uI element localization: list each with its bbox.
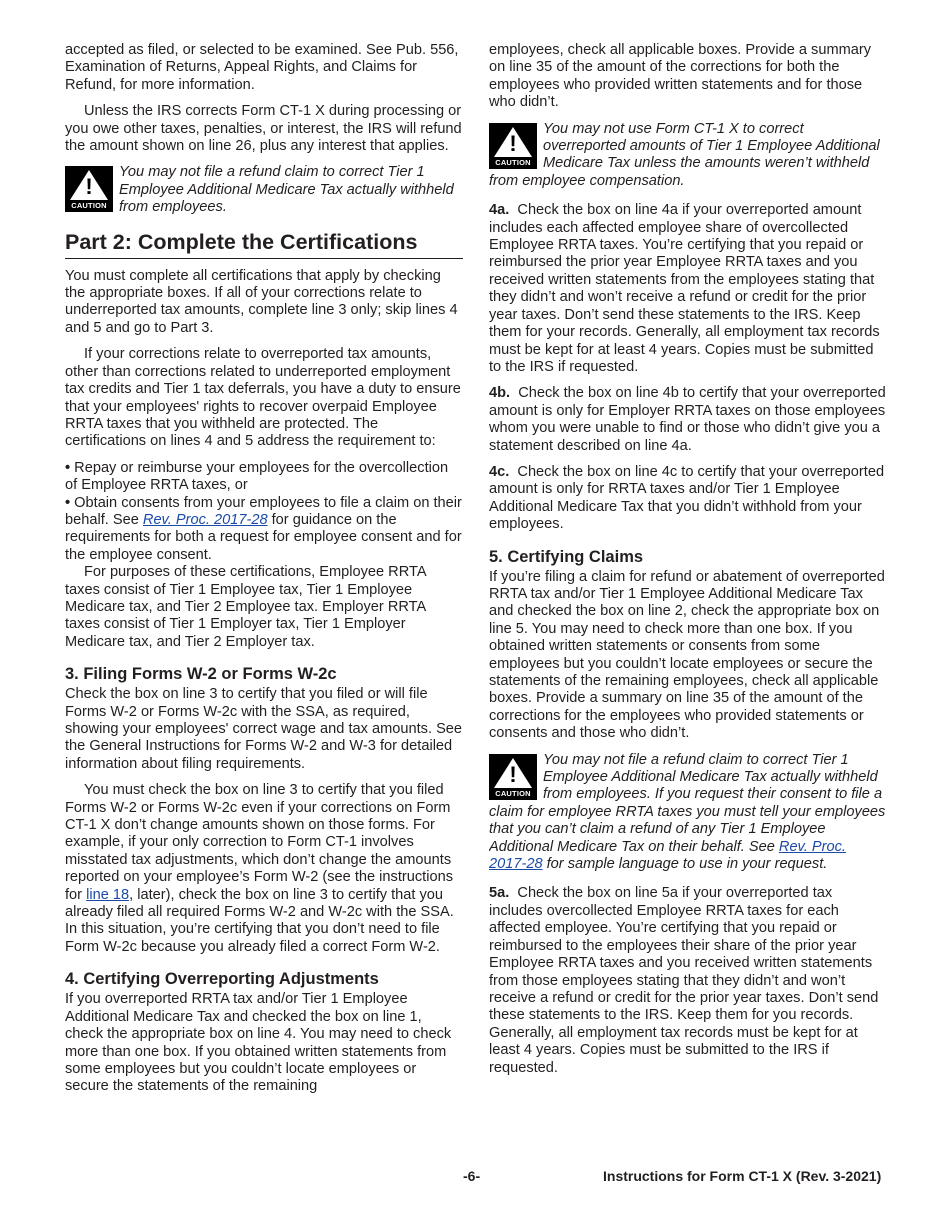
part2-heading: Part 2: Complete the Certifications <box>65 229 463 259</box>
paragraph-5a: 5a. Check the box on line 5a if your overreported tax includes overcollected Employee RRTA taxes for each affected employee. You’re certifying that you repaid or reimbursed to the employees their share of the prior year Employee RRTA taxes and you received written statements from those employees stating that they didn’t and won’t receive a refund or credit for the prior year taxes. Don’t send these statements to the IRS. Keep them for you records. Generally, all employment tax records must be kept for at least 4 years. Copies must be submitted to the IRS if requested. <box>489 885 879 1076</box>
rev-proc-link[interactable]: Rev. Proc. 2017-28 <box>142 511 268 528</box>
right-column <box>489 42 887 1086</box>
footer-title: Instructions for Form CT-1 X (Rev. 3-2021) <box>603 1168 882 1184</box>
paragraph-overreported: If your corrections relate to overreported tax amounts, other than corrections related to underreported employment tax credits and Tier 1 tax deferrals, you have a duty to ensure that your employees' rights to recover overpaid Employee RRTA taxes that you withheld are protected. The certifications on lines 4 and 5 address the requirement to: <box>65 346 461 450</box>
caution-note-form-use <box>489 121 887 191</box>
caution-icon: ! CAUTION <box>489 754 537 800</box>
paragraph-filing-claim: If you’re filing a claim for refund or abatement of overreported RRTA tax and/or Tier 1 Employee Additional Medicare Tax and checked the box on line 2, check the appropriate box on line 5. You may need to check more than one box. If you obtained written statements or consents from some employees but you couldn’t locate employees or secure the statements of the remaining employees, check all applicable boxes. Provide a summary on line 35 of the amount of the corrections for the employees who provided statements or consents and those who didn’t. <box>489 568 885 742</box>
left-column <box>65 42 463 1096</box>
paragraph-overreported-rrta: If you overreported RRTA tax and/or Tier 1 Employee Additional Medicare Tax and checked the box on line 1, check the appropriate box on line 4. You may need to check more than one box. If you obtained written statements from some employees but you couldn’t locate employees or secure the statements of the remaining <box>65 991 452 1095</box>
caution-text: You may not file a refund claim to correct Tier 1 Employee Additional Medicare Tax actually withheld from employees. <box>119 164 454 216</box>
paragraph-must-complete: You must complete all certifications that apply by checking the appropriate boxes. If all of your corrections relate to underreported tax amounts, complete line 3 only; skip lines 4 and 5 and go to Part 3. <box>65 267 458 336</box>
section-heading-filing-w2: 3. Filing Forms W-2 or Forms W-2c <box>65 665 337 684</box>
page-number: -6- <box>463 1168 481 1184</box>
paragraph-you-must-check: You must check the box on line 3 to certify that you filed Forms W-2 or Forms W-2c even if your corrections on Form CT-1 X don’t change amounts shown on those forms. For example, if your only correction to Form CT-1 involves misstated tax adjustments, which don’t change the amounts reported on your employee’s Form W-2 (see the instructions for line 18, later), check the box on line 3 to certify that you already filed all required Forms W-2 and W-2c with the SSA. In this situation, you’re certifying that you don’t need to file Form W-2c because you already filed a correct Form W-2. <box>65 782 454 955</box>
section-heading-certifying-claims: 5. Certifying Claims <box>489 547 644 566</box>
paragraph-4b: 4b. Check the box on line 4b to certify that your overreported amount is only for Employer RRTA taxes on those employees whom you were unable to find or those who didn’t give you a statement described on line 4a. <box>489 385 886 454</box>
rev-proc-link[interactable]: Rev. Proc. 2017-28 <box>489 838 846 873</box>
line18-link[interactable]: line 18 <box>86 886 130 903</box>
paragraph-check-line3: Check the box on line 3 to certify that you filed or will file Forms W-2 or Forms W-2c with the SSA, as required, showing your employees' correct wage and tax amounts. See the General Instructions for Forms W-2 and W-3 for detailed information about filing requirements. <box>65 686 463 772</box>
caution-text: You may not file a refund claim to correct Tier 1 Employee Additional Medicare Tax actually withheld from employees. If you request their consent to file a claim for employee RRTA taxes you must tell your employees that you can’t claim a refund of any Tier 1 Employee Additional Medicare Tax on their behalf. See Rev. Proc. 2017-28 for sample language to use in your request. <box>489 751 886 873</box>
paragraph-4c: 4c. Check the box on line 4c to certify that your overreported amount is only for RRTA taxes and/or Tier 1 Employee Additional Medicare Tax that you didn’t withhold from your employees. <box>489 463 885 533</box>
caution-note-consent <box>489 752 887 874</box>
caution-icon: ! CAUTION <box>65 166 113 212</box>
paragraph-unless: Unless the IRS corrects Form CT-1 X during processing or you owe other taxes, penalties, or interest, the IRS will refund the amount shown on line 26, plus any interest that applies. <box>65 103 462 155</box>
paragraph-4a: 4a. Check the box on line 4a if your overreported amount includes each affected employee share of overcollected Employee RRTA taxes. You’re certifying that you repaid or reimbursed the prior year Employee RRTA taxes and you received written statements from the employees stating that they didn’t and won’t receive a refund or credit for the prior year taxes. Don’t send these statements to the IRS. Keep them for your records. Generally, all employment tax records must be kept for at least 4 years. Copies must be submitted to the IRS if requested. <box>489 202 880 375</box>
paragraph-purposes: For purposes of these certifications, Employee RRTA taxes consist of Tier 1 Employee tax, Tier 1 Employee Medicare tax, and Tier 2 Employee tax. Employer RRTA taxes consist of Tier 1 Employer tax, Tier 1 Employer Medicare tax, and Tier 2 Employer tax. <box>65 564 426 650</box>
bullet-obtain-consents: • Obtain consents from your employees to file a claim on their behalf. See Rev. Proc. 2017-28 for guidance on the requirements for both a request for employee consent and for the employee consent. <box>65 494 462 563</box>
caution-icon: ! CAUTION <box>489 123 537 169</box>
paragraph-accepted: accepted as filed, or selected to be examined. See Pub. 556, Examination of Returns, Appeal Rights, and Claims for Refund, for more information. <box>65 42 459 93</box>
caution-note-refund-claim <box>65 164 463 216</box>
paragraph-employees-check: employees, check all applicable boxes. Provide a summary on line 35 of the amount of the corrections for both the employees who provided written statements and for those who didn’t. <box>489 42 872 111</box>
section-heading-overreporting: 4. Certifying Overreporting Adjustments <box>65 970 379 989</box>
bullet-repay: • Repay or reimburse your employees for the overcollection of Employee RRTA taxes, or <box>65 459 449 494</box>
caution-text: You may not use Form CT-1 X to correct overreported amounts of Tier 1 Employee Additional Medicare Tax unless the amounts weren’t withheld from employee compensation. <box>489 120 880 189</box>
